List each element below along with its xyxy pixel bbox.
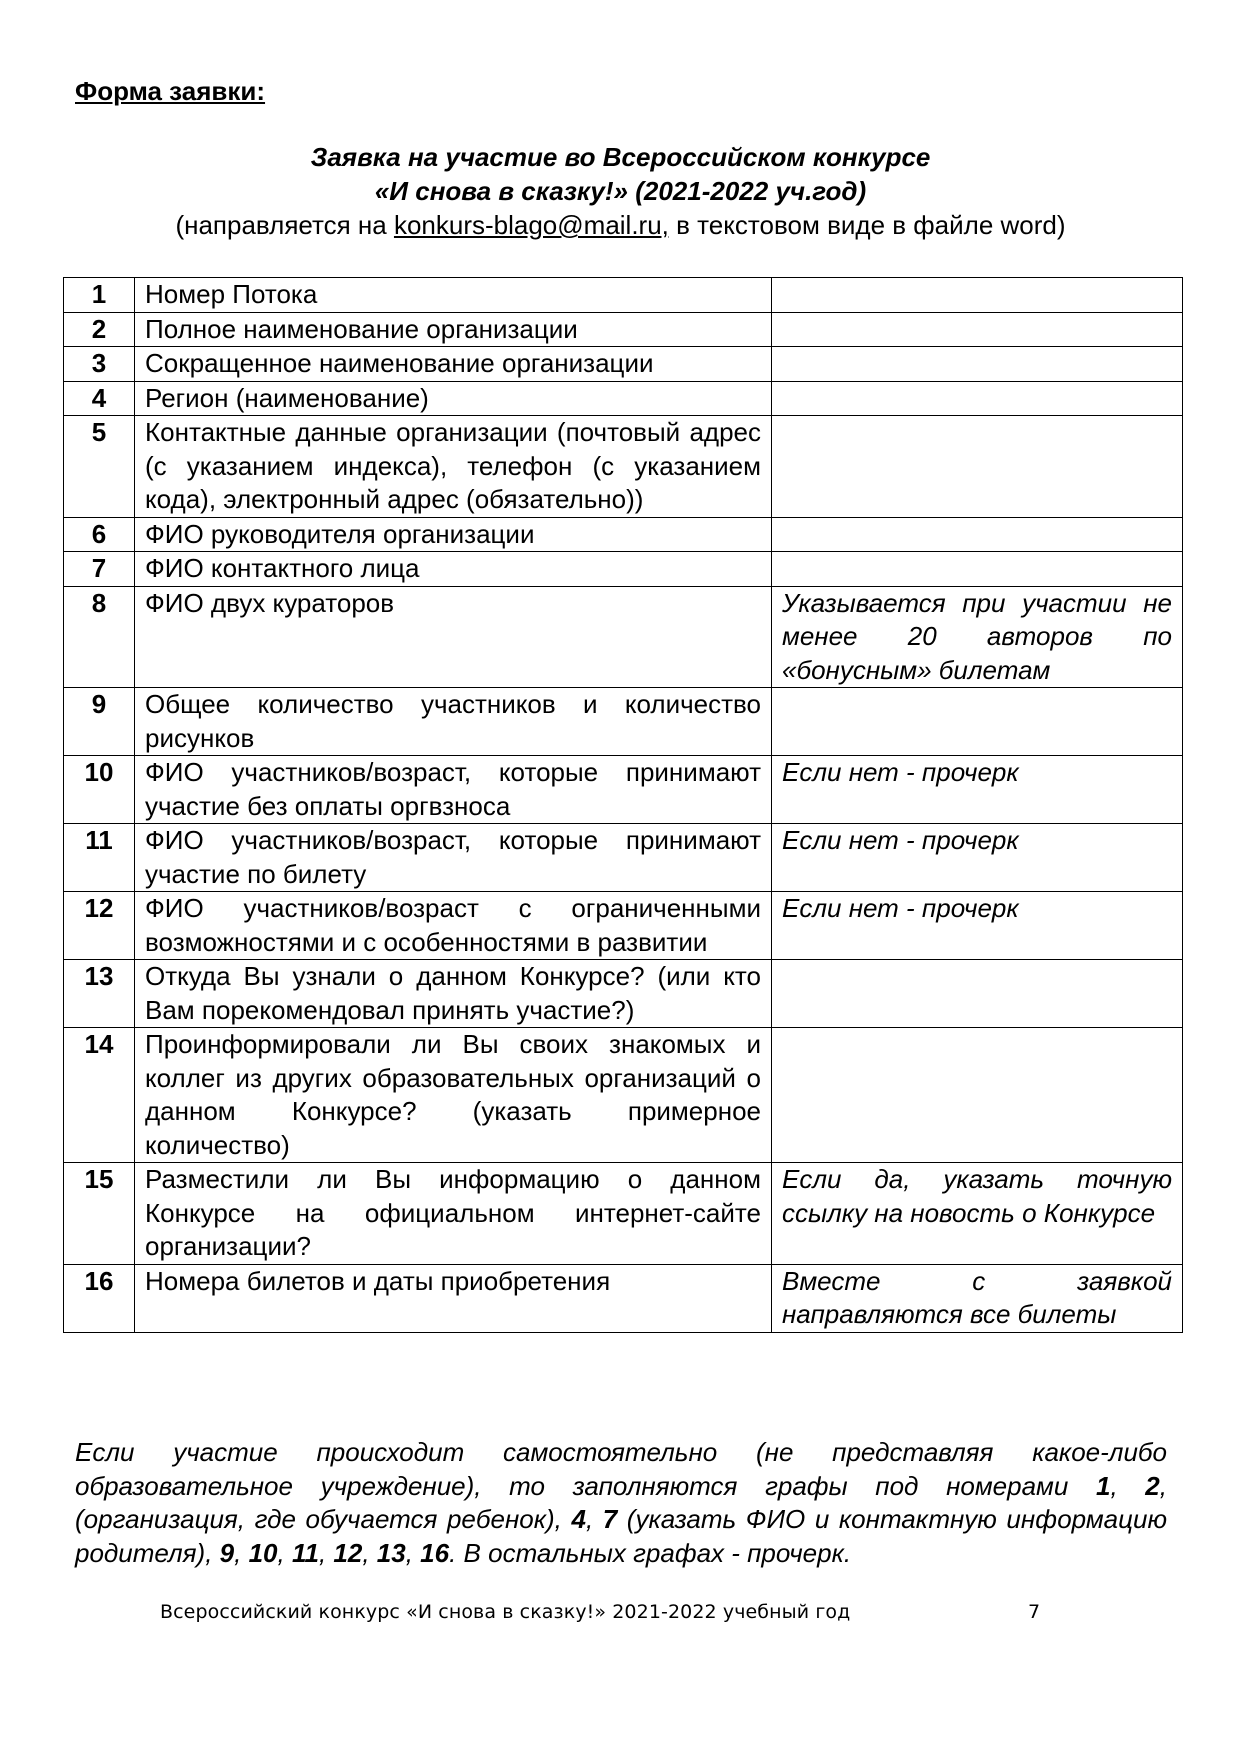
row-value-cell[interactable]: Указывается при участии не менее 20 авторов по «бонусным» билетам [772, 586, 1183, 688]
table-row [64, 278, 1183, 313]
row-number: 6 [64, 517, 135, 552]
row-number: 3 [64, 347, 135, 382]
row-label: Сокращенное наименование организации [135, 347, 772, 382]
row-value-cell[interactable]: Если нет - прочерк [772, 756, 1183, 824]
row-number: 8 [64, 586, 135, 688]
footnote-field-number: 1 [1095, 1470, 1111, 1501]
table-row [64, 892, 1183, 960]
footnote-field-number: 7 [602, 1504, 618, 1534]
footnote-separator: , [362, 1537, 377, 1568]
form-heading: Форма заявки: [75, 76, 266, 106]
table-row [64, 312, 1183, 347]
row-label: Номер Потока [135, 278, 772, 313]
table-row [64, 1163, 1183, 1265]
footnote-field-number: 9 [219, 1537, 235, 1568]
footnote-paragraph [75, 1436, 1167, 1570]
row-value-cell[interactable] [772, 381, 1183, 416]
row-value-cell[interactable] [772, 312, 1183, 347]
row-number: 1 [64, 278, 135, 313]
row-label: ФИО двух кураторов [135, 586, 772, 688]
footnote-separator: , [277, 1537, 292, 1568]
row-number: 7 [64, 552, 135, 587]
row-label: ФИО участников/возраст, которые принимают участие по билету [135, 824, 772, 892]
row-value-cell[interactable] [772, 517, 1183, 552]
row-value-cell[interactable] [772, 688, 1183, 756]
row-number: 11 [64, 824, 135, 892]
footnote-text: Если участие происходит самостоятельно (не представляя какое-либо образовательное учреждение), то заполняются графы под номерами [75, 1437, 1167, 1501]
title-line-3-prefix: (направляется на [175, 210, 394, 240]
row-label: Общее количество участников и количество рисунков [135, 688, 772, 756]
table-row [64, 552, 1183, 587]
table-row [64, 517, 1183, 552]
footnote-separator: , [405, 1537, 421, 1568]
table-row [64, 824, 1183, 892]
title-line-2: «И снова в сказку!» (2021-2022 уч.год) [374, 176, 867, 206]
footnote-field-number: 4 [571, 1504, 586, 1534]
footnote-text: (указать ФИО и контактную информацию родителя), [75, 1504, 1167, 1568]
row-number: 4 [64, 381, 135, 416]
email-link[interactable]: konkurs-blago@mail.ru, [393, 210, 669, 240]
footnote-field-number: 13 [376, 1537, 406, 1568]
table-row [64, 1264, 1183, 1332]
footnote-field-number: 2 [1145, 1470, 1160, 1501]
row-value-cell[interactable]: Вместе с заявкой направляются все билеты [772, 1264, 1183, 1332]
footnote-field-number: 16 [420, 1537, 450, 1568]
table-row [64, 586, 1183, 688]
table-row [64, 347, 1183, 382]
row-label: Номера билетов и даты приобретения [135, 1264, 772, 1332]
row-label: Проинформировали ли Вы своих знакомых и коллег из других образовательных организаций о данном Конкурсе? (указать примерное количество) [135, 1028, 772, 1163]
footnote-separator: , [318, 1537, 334, 1568]
row-value-cell[interactable]: Если нет - прочерк [772, 892, 1183, 960]
row-number: 2 [64, 312, 135, 347]
row-number: 15 [64, 1163, 135, 1265]
footnote-field-number: 12 [333, 1537, 363, 1568]
row-value-cell[interactable] [772, 416, 1183, 518]
row-label: ФИО контактного лица [135, 552, 772, 587]
row-value-cell[interactable] [772, 960, 1183, 1028]
footnote-separator: , [585, 1504, 603, 1534]
row-value-cell[interactable] [772, 552, 1183, 587]
row-label: ФИО участников/возраст с ограниченными возможностями и с особенностями в развитии [135, 892, 772, 960]
row-label: Полное наименование организации [135, 312, 772, 347]
footnote-field-number: 10 [248, 1537, 278, 1568]
row-label: Регион (наименование) [135, 381, 772, 416]
footnote-separator: , [234, 1537, 249, 1568]
row-number: 13 [64, 960, 135, 1028]
table-row [64, 416, 1183, 518]
title-line-3 [60, 208, 1181, 242]
title-line-3-suffix: в текстовом виде в файле word) [668, 210, 1066, 240]
table-row [64, 1028, 1183, 1163]
row-number: 10 [64, 756, 135, 824]
footnote-field-number: 11 [291, 1537, 319, 1568]
page-number: 7 [1028, 1601, 1041, 1623]
row-number: 16 [64, 1264, 135, 1332]
row-value-cell[interactable] [772, 347, 1183, 382]
footnote-text: , (организация, где обучается ребенок), [75, 1470, 1167, 1534]
table-row [64, 756, 1183, 824]
row-number: 5 [64, 416, 135, 518]
row-number: 9 [64, 688, 135, 756]
row-label: ФИО руководителя организации [135, 517, 772, 552]
row-number: 12 [64, 892, 135, 960]
table-row [64, 381, 1183, 416]
row-value-cell[interactable]: Если нет - прочерк [772, 824, 1183, 892]
row-value-cell[interactable]: Если да, указать точную ссылку на новость о Конкурсе [772, 1163, 1183, 1265]
row-label: Откуда Вы узнали о данном Конкурсе? (или кто Вам порекомендовал принять участие?) [135, 960, 772, 1028]
row-label: Контактные данные организации (почтовый адрес (с указанием индекса), телефон (с указанием кода), электронный адрес (обязательно)) [135, 416, 772, 518]
application-form-table [63, 277, 1183, 1333]
row-value-cell[interactable] [772, 278, 1183, 313]
page-footer: Всероссийский конкурс «И снова в сказку!» 2021-2022 учебный год [160, 1601, 851, 1623]
table-row [64, 688, 1183, 756]
footnote-separator: , [1110, 1470, 1146, 1501]
row-label: Разместили ли Вы информацию о данном Конкурсе на официальном интернет-сайте организации? [135, 1163, 772, 1265]
row-value-cell[interactable] [772, 1028, 1183, 1163]
table-row [64, 960, 1183, 1028]
row-label: ФИО участников/возраст, которые принимают участие без оплаты оргвзноса [135, 756, 772, 824]
title-line-1: Заявка на участие во Всероссийском конкурсе [310, 142, 931, 172]
footnote-text: . В остальных графах - прочерк. [449, 1537, 852, 1568]
application-title [60, 140, 1181, 242]
row-number: 14 [64, 1028, 135, 1163]
